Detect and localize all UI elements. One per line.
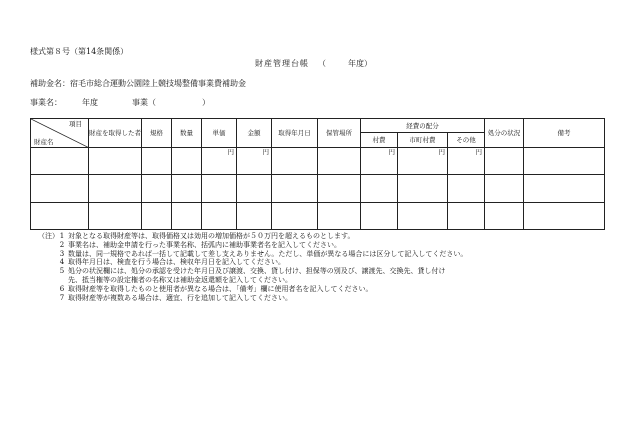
cell-remarks[interactable] (524, 148, 605, 175)
table-row (31, 202, 605, 229)
cell-disposal[interactable] (485, 175, 524, 202)
cell-storage[interactable] (318, 202, 361, 229)
note-number: 1 (59, 232, 65, 240)
cell-village[interactable] (361, 175, 398, 202)
note-number: 2 (59, 240, 65, 249)
cell-acquisition-date[interactable] (272, 175, 318, 202)
subsidy-name: 補助金名：宿毛市総合運動公園陸上競技場整備事業費補助金 (30, 79, 246, 88)
col-funding-allocation: 経費の配分 (361, 119, 485, 133)
note-item (38, 294, 467, 303)
cell-spec[interactable] (142, 202, 172, 229)
form-number: 様式第８号（第14条関係） (30, 47, 129, 56)
project-year-label: 年度 (82, 98, 98, 107)
cell-property[interactable] (31, 202, 89, 229)
cell-disposal[interactable] (485, 148, 524, 175)
notes-lead: （注） (38, 232, 59, 240)
cell-spec[interactable] (142, 148, 172, 175)
cell-village[interactable] (361, 202, 398, 229)
cell-disposal[interactable] (485, 202, 524, 229)
cell-acquirer[interactable] (89, 148, 142, 175)
cell-property[interactable] (31, 148, 89, 175)
note-number: 4 (59, 258, 65, 267)
yen-unit: 円 (438, 148, 445, 157)
cell-property[interactable] (31, 175, 89, 202)
note-item (38, 267, 467, 276)
col-other-cost: その他 (448, 133, 485, 148)
cell-acquirer[interactable] (89, 175, 142, 202)
col-municipal-cost: 市町村費 (398, 133, 448, 148)
cell-acquirer[interactable] (89, 202, 142, 229)
col-remarks: 備考 (524, 119, 605, 148)
cell-unit-price[interactable] (202, 202, 237, 229)
note-number (56, 276, 68, 285)
cell-quantity[interactable] (172, 175, 202, 202)
col-quantity: 数量 (172, 119, 202, 148)
property-ledger-table (30, 118, 605, 230)
col-acquirer: 財産を取得した者 (89, 119, 142, 148)
yen-unit: 円 (475, 148, 483, 157)
cell-amount[interactable] (237, 202, 272, 229)
cell-municipal[interactable] (398, 202, 448, 229)
cell-other[interactable] (448, 148, 485, 175)
project-name-label: 事業（ (132, 98, 156, 107)
corner-header (31, 119, 89, 148)
yen-unit: 円 (262, 148, 269, 157)
note-item (38, 232, 467, 241)
note-item-continued (38, 276, 467, 285)
corner-property-label: 財産名 (34, 138, 54, 147)
note-text: 取得財産等を取得したものと使用者が異なる場合は、「備考」欄に使用者名を記入してください。 (68, 284, 373, 293)
note-text: 取得財産等が複数ある場合は、適宜、行を追加して記入してください。 (68, 293, 292, 302)
cell-acquisition-date[interactable] (272, 148, 318, 175)
notes-section (38, 232, 467, 302)
table-row (31, 148, 605, 175)
project-name-close: ） (202, 98, 210, 107)
col-unit-price: 単価 (202, 119, 237, 148)
note-text: 処分の状況欄には、処分の承認を受けた年月日及び譲渡、交換、貸し付け、担保等の別及び、譲渡先、交換先、貸し付け (68, 267, 446, 276)
project-label: 事業名： (30, 98, 62, 107)
yen-unit: 円 (227, 148, 234, 157)
note-number: 3 (59, 249, 65, 258)
col-acquisition-date: 取得年月日 (272, 119, 318, 148)
cell-municipal[interactable] (398, 175, 448, 202)
note-item (38, 258, 467, 267)
cell-remarks[interactable] (524, 175, 605, 202)
note-text: 数量は、同一規格であれば一括して記載して差し支えありません。ただし、単価が異なる場合には区分して記入してください。 (68, 249, 468, 258)
note-number: 5 (59, 267, 65, 276)
note-text: 取得年月日は、検査を行う場合は、検収年月日を記入してください。 (68, 258, 285, 267)
cell-unit-price[interactable] (202, 148, 237, 175)
ledger-year-open: （ (318, 59, 326, 68)
note-text: 事業名は、補助金申請を行った事業名称、括弧内に補助事業者名を記入してください。 (68, 240, 341, 249)
cell-amount[interactable] (237, 175, 272, 202)
col-village-cost: 村費 (361, 133, 398, 148)
cell-spec[interactable] (142, 175, 172, 202)
ledger-year-label: 年度） (348, 59, 372, 68)
corner-item-label: 項目 (69, 120, 82, 128)
note-number: 6 (59, 284, 65, 293)
col-spec: 規格 (142, 119, 172, 148)
cell-unit-price[interactable] (202, 175, 237, 202)
col-amount: 金額 (237, 119, 272, 148)
cell-amount[interactable] (237, 148, 272, 175)
cell-municipal[interactable] (398, 148, 448, 175)
cell-other[interactable] (448, 175, 485, 202)
cell-other[interactable] (448, 202, 485, 229)
cell-storage[interactable] (318, 175, 361, 202)
yen-unit: 円 (388, 148, 395, 157)
project-line (30, 98, 210, 108)
note-text: 先、抵当権等の設定権者の名称又は補助金返還額を記入してください。 (68, 275, 292, 284)
note-text: 対象となる取得財産等は、取得価格又は効用の増加価格が５０万円を超えるものとします。 (68, 232, 355, 240)
cell-village[interactable] (361, 148, 398, 175)
note-number: 7 (59, 293, 65, 302)
note-item (38, 285, 467, 294)
cell-storage[interactable] (318, 148, 361, 175)
col-disposal-status: 処分の状況 (485, 119, 524, 148)
note-item (38, 241, 467, 250)
cell-remarks[interactable] (524, 202, 605, 229)
cell-acquisition-date[interactable] (272, 202, 318, 229)
cell-quantity[interactable] (172, 202, 202, 229)
table-row (31, 175, 605, 202)
cell-quantity[interactable] (172, 148, 202, 175)
col-storage-location: 保管場所 (318, 119, 361, 148)
ledger-title: 財産管理台帳 (255, 59, 309, 68)
